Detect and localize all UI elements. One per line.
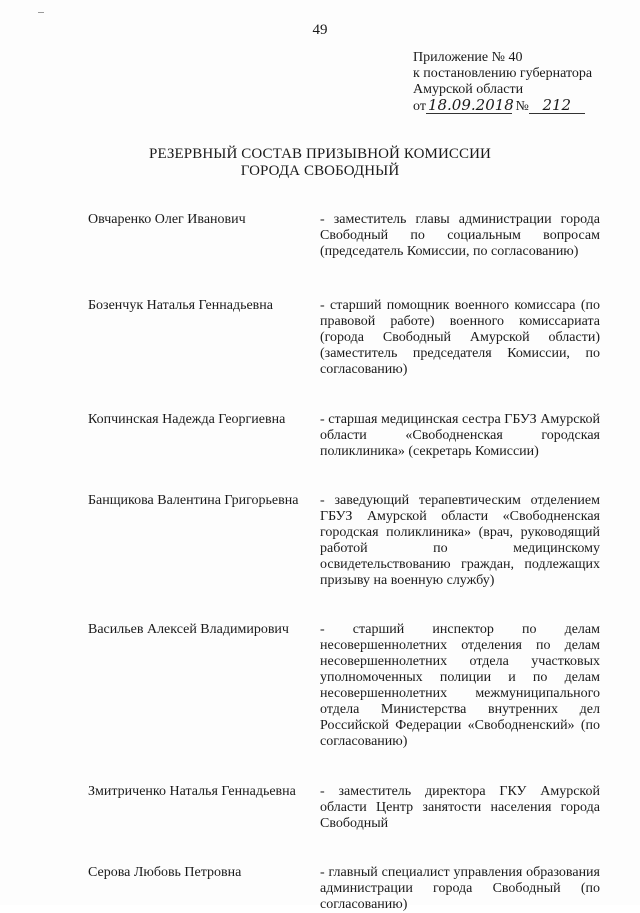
title-line-1: РЕЗЕРВНЫЙ СОСТАВ ПРИЗЫВНОЙ КОМИССИИ — [149, 146, 491, 162]
member-row — [88, 622, 603, 750]
title-line-2: ГОРОДА СВОБОДНЫЙ — [240, 163, 400, 179]
scan-mark — [38, 12, 44, 13]
member-role: - заместитель директора ГКУ Амурской области Центр занятости населения города Свободный — [320, 784, 600, 831]
appendix-date-line — [413, 98, 628, 115]
page-number: 49 — [312, 22, 328, 38]
handwritten-number: 212 — [529, 98, 585, 114]
date-prefix: от — [413, 99, 426, 114]
appendix-line-1: Приложение № 40 — [413, 50, 523, 65]
member-row — [88, 212, 603, 260]
member-role: - заместитель главы администрации города Свободный по социальным вопросам (председатель Комиссии, по согласованию) — [320, 212, 600, 259]
handwritten-date: 18.09.2018 — [427, 96, 514, 114]
member-role: - главный специалист управления образования администрации города Свободный (по согласованию) — [320, 865, 600, 912]
member-role: - старший помощник военного комиссара (по правовой работе) военного комиссариата (города Свободный Амурской области) (заместитель председателя Комиссии, по согласованию) — [320, 298, 600, 377]
member-row — [88, 298, 603, 378]
member-row — [88, 784, 603, 832]
member-name: Копчинская Надежда Георгиевна — [88, 412, 286, 427]
member-role: - заведующий терапевтическим отделением ГБУЗ Амурской области «Свободненская городская поликлиника» (врач, руководящий работой по медицинскому освидетельствованию граждан, подлежащих призыву на военную службу) — [320, 493, 600, 588]
member-row — [88, 865, 603, 913]
member-name: Серова Любовь Петровна — [88, 865, 242, 880]
member-name: Васильев Алексей Владимирович — [88, 622, 289, 637]
appendix-header — [413, 50, 628, 115]
appendix-line-3: Амурской области — [413, 82, 524, 97]
appendix-line-2: к постановлению губернатора — [413, 66, 593, 81]
member-name: Бозенчук Наталья Геннадьевна — [88, 298, 273, 313]
member-role: - старшая медицинская сестра ГБУЗ Амурской области «Свободненская городская поликлиника» (секретарь Комиссии) — [320, 412, 600, 459]
number-prefix: № — [515, 99, 529, 114]
member-row — [88, 412, 603, 460]
document-title — [0, 146, 640, 180]
member-name: Овчаренко Олег Иванович — [88, 212, 246, 227]
member-role: - старший инспектор по делам несовершеннолетних отделения по делам несовершеннолетних отдела участковых уполномоченных полиции и по делам несовершеннолетних межмуниципального отдела Министерства внутренних дел Российской Федерации «Свободненский» (по согласованию) — [320, 622, 600, 749]
member-row — [88, 493, 603, 589]
members-list — [88, 212, 603, 913]
member-name: Змитриченко Наталья Геннадьевна — [88, 784, 296, 799]
member-name: Банщикова Валентина Григорьевна — [88, 493, 299, 508]
